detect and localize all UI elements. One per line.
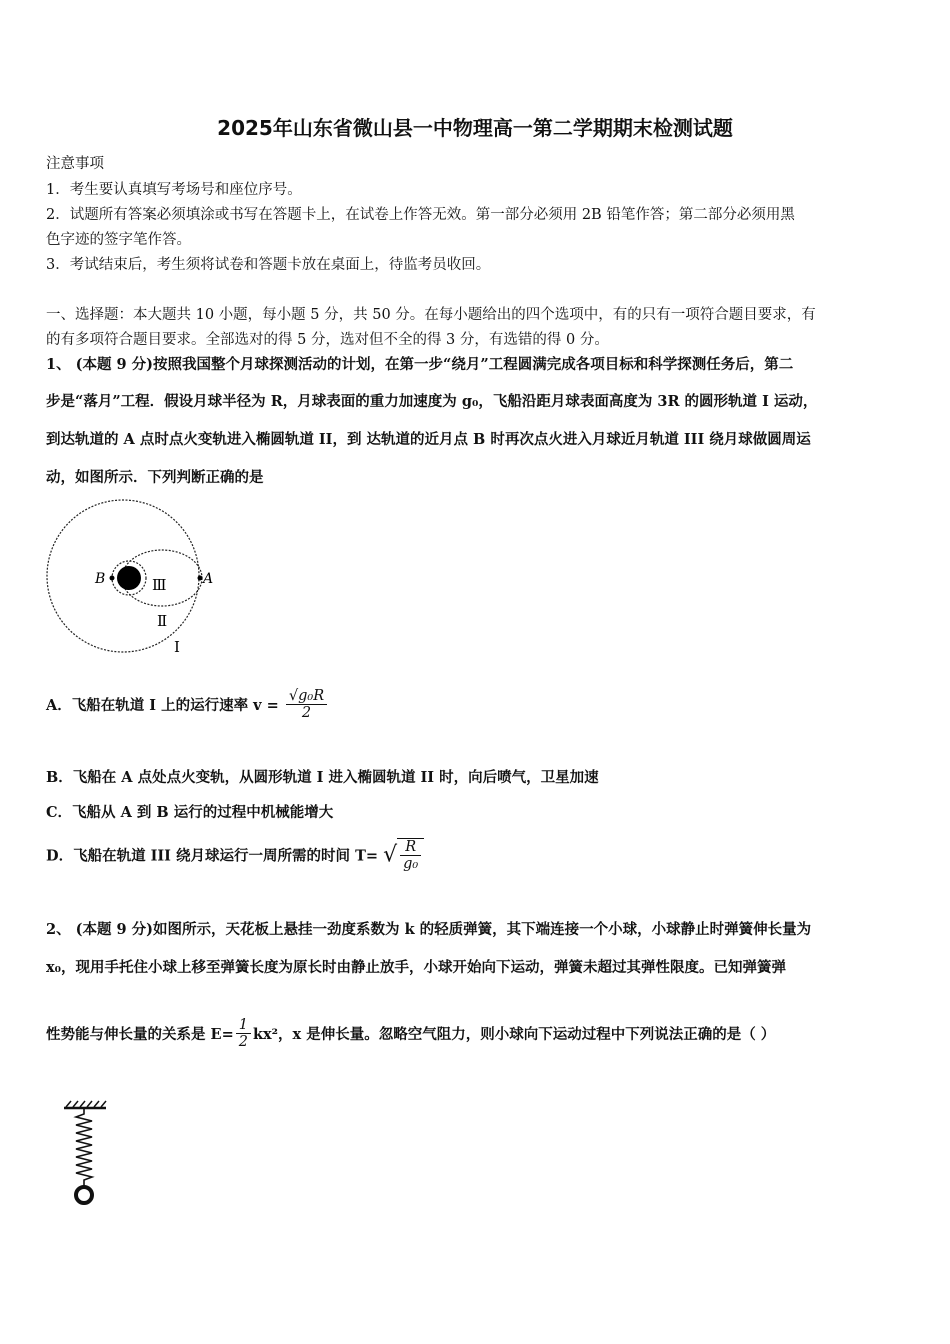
q1-option-d-num: R	[400, 839, 421, 856]
q2-frac-num: 1	[236, 1017, 251, 1034]
label-B: B	[95, 571, 106, 587]
spring-diagram	[62, 1100, 112, 1210]
q1-line-2: 步是“落月”工程．假设月球半径为 R，月球表面的重力加速度为 g₀，飞船沿距月球表面高度为 3R 的圆形轨道 I 运动，	[46, 393, 818, 410]
point-B	[110, 576, 115, 581]
q1-line-1: 1、 (本题 9 分)按照我国整个月球探测活动的计划，在第一步“绕月”工程圆满完成各项目标和科学探测任务后，第二	[46, 356, 794, 373]
notice-item-3: 3．考试结束后，考生须将试卷和答题卡放在桌面上，待监考员收回。	[46, 257, 491, 273]
section-intro-2: 的有多项符合题目要求。全部选对的得 5 分，选对但不全的得 3 分，有选错的得 0 分。	[46, 332, 609, 348]
q1-option-d	[46, 838, 424, 872]
q2-line-3a: 性势能与伸长量的关系是 E=	[46, 1026, 234, 1043]
q2-line-1: 2、 (本题 9 分)如图所示，天花板上悬挂一劲度系数为 k 的轻质弹簧，其下端连接一个小球，小球静止时弹簧伸长量为	[46, 921, 812, 938]
moon	[117, 566, 141, 590]
q1-line-3: 到达轨道的 A 点时点火变轨进入椭圆轨道 II，到 达轨道的近月点 B 时再次点火进入月球近月轨道 III 绕月球做圆周运	[46, 431, 811, 448]
q1-option-d-text: D．飞船在轨道 III 绕月球运行一周所需的时间 T=	[46, 847, 379, 865]
notice-item-2b: 色字迹的签字笔作答。	[46, 232, 191, 248]
q2-energy-fraction	[236, 1017, 251, 1050]
q1-option-a-num: √g₀R	[286, 688, 327, 705]
notice-item-2a: 2．试题所有答案必须填涂或书写在答题卡上，在试卷上作答无效。第一部分必须用 2B 铅笔作答；第二部分必须用黑	[46, 207, 795, 223]
label-III: Ⅲ	[152, 576, 167, 594]
section-intro-1: 一、选择题：本大题共 10 小题，每小题 5 分，共 50 分。在每小题给出的四个选项中，有的只有一项符合题目要求，有	[46, 307, 816, 323]
q1-line-4: 动，如图所示．下列判断正确的是	[46, 469, 264, 486]
ball	[76, 1187, 92, 1203]
label-A: A	[203, 571, 214, 587]
sqrt-sign-icon: √	[383, 842, 398, 868]
point-A	[198, 576, 203, 581]
label-II: Ⅱ	[157, 612, 168, 630]
q1-option-a-fraction	[286, 688, 327, 721]
notice-item-1: 1．考生要认真填写考场号和座位序号。	[46, 182, 302, 198]
q1-option-a-den: 2	[301, 705, 312, 721]
q1-option-c: C．飞船从 A 到 B 运行的过程中机械能增大	[46, 804, 334, 821]
q2-line-3	[46, 1017, 775, 1050]
notice-heading: 注意事项	[46, 156, 104, 172]
ceiling-hatch	[66, 1101, 106, 1107]
q1-option-d-radicand	[397, 838, 424, 872]
q1-option-d-den: g₀	[403, 856, 419, 872]
page-title: 2025年山东省微山县一中物理高一第二学期期末检测试题	[217, 116, 733, 140]
q1-option-b: B．飞船在 A 点处点火变轨，从圆形轨道 I 进入椭圆轨道 II 时，向后喷气，卫星加速	[46, 769, 599, 786]
label-I: Ⅰ	[174, 638, 180, 656]
q2-frac-den: 2	[238, 1034, 248, 1050]
spring-coil	[76, 1109, 92, 1186]
q1-option-a	[46, 688, 329, 721]
q1-option-a-text: A．飞船在轨道 I 上的运行速率 v =	[46, 697, 279, 714]
q2-line-3b: kx²，x 是伸长量。忽略空气阻力，则小球向下运动过程中下列说法正确的是（ ）	[252, 1026, 776, 1043]
orbit-diagram	[45, 498, 225, 658]
q2-line-2: x₀，现用手托住小球上移至弹簧长度为原长时由静止放手，小球开始向下运动，弹簧未超过其弹性限度。已知弹簧弹	[46, 959, 786, 976]
